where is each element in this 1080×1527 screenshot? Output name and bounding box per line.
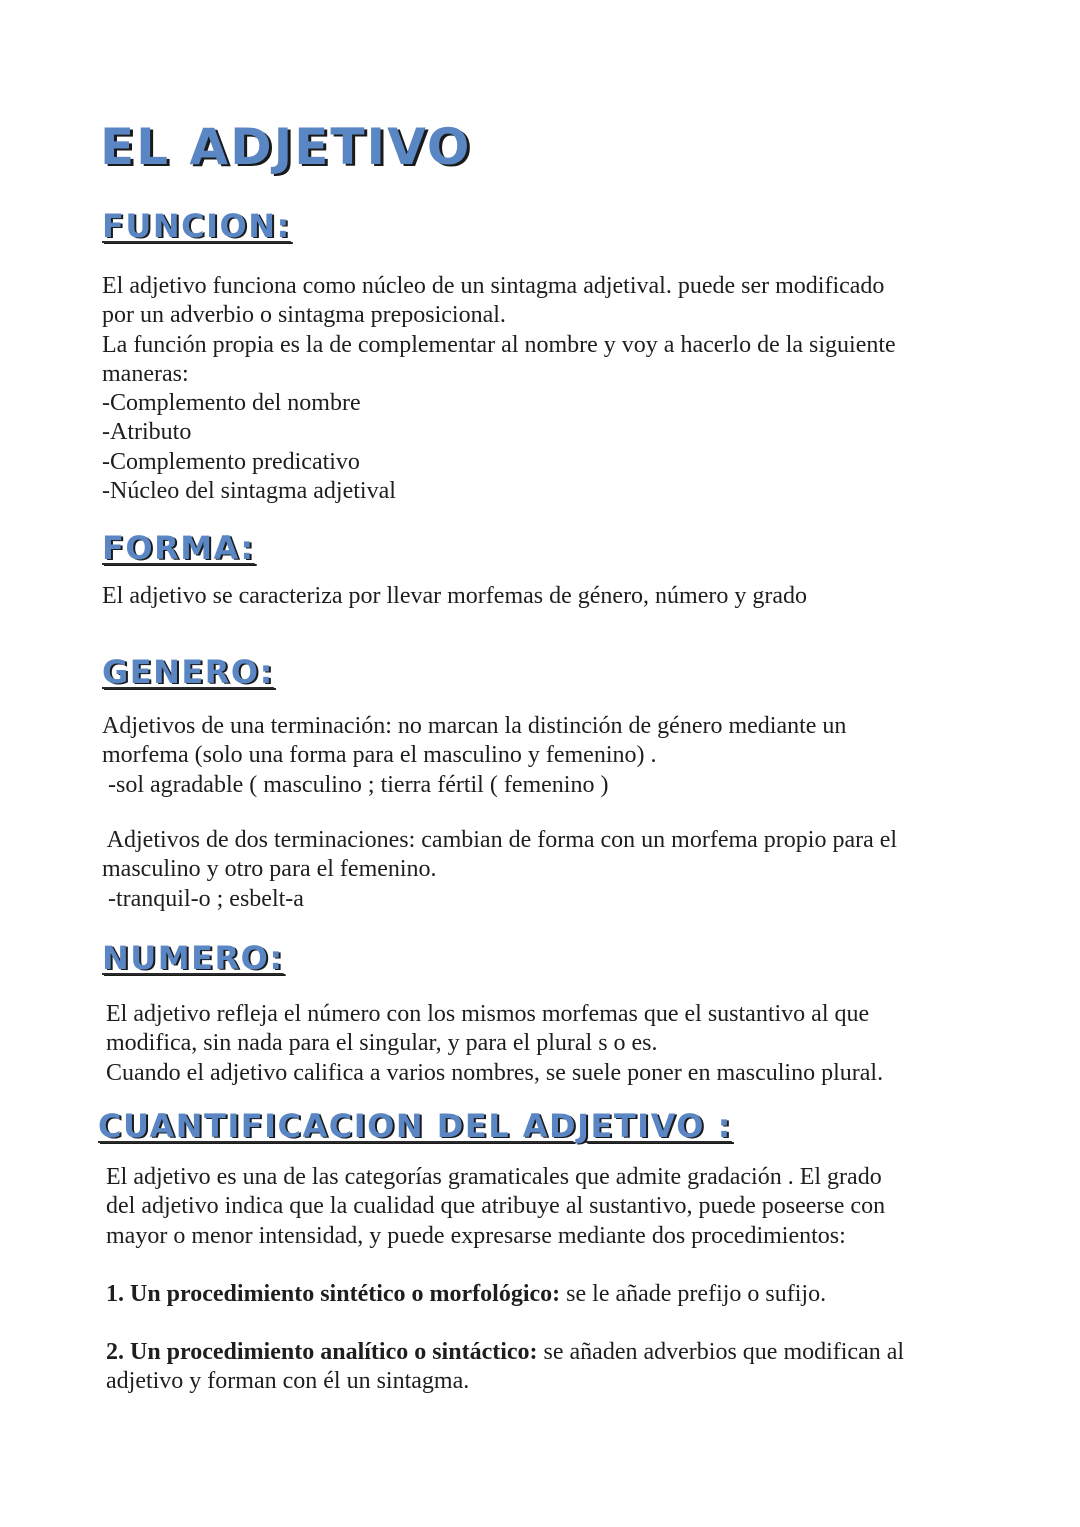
text-line — [106, 1338, 904, 1367]
text-line: Adjetivos de una terminación: no marcan la distinción de género mediante un — [102, 713, 847, 739]
text-line: modifica, sin nada para el singular, y para el plural s o es. — [106, 1030, 658, 1057]
procedure-2-label: 2. Un procedimiento analítico o sintáctico: — [106, 1339, 538, 1365]
text-line: La función propia es la de complementar al nombre y voy a hacerlo de la siguiente — [102, 331, 896, 358]
heading-funcion: FUNCION: — [102, 207, 291, 245]
genero-paragraph-1 — [102, 712, 846, 800]
procedure-item-2 — [106, 1338, 904, 1397]
forma-paragraph — [102, 582, 807, 611]
page-title: EL ADJETIVO — [100, 118, 472, 176]
genero-paragraph-2 — [102, 826, 897, 914]
text-line: El adjetivo se caracteriza por llevar morfemas de género, número y grado — [102, 583, 808, 609]
numero-paragraph — [106, 1000, 883, 1088]
list-item: -Complemento predicativo — [102, 448, 360, 475]
list-item: -Atributo — [102, 419, 192, 446]
text-line: por un adverbio o sintagma preposicional. — [102, 302, 506, 329]
list-item: -Núcleo del sintagma adjetival — [102, 478, 396, 505]
text-line: El adjetivo es una de las categorías gramaticales que admite gradación . El grado — [106, 1164, 882, 1190]
example-line: -tranquil-o ; esbelt-a — [102, 885, 304, 912]
heading-genero: GENERO: — [102, 653, 274, 691]
text-line: Cuando el adjetivo califica a varios nombres, se suele poner en masculino plural. — [106, 1059, 884, 1086]
cuantificacion-paragraph — [106, 1163, 885, 1251]
text-line: Adjetivos de dos terminaciones: cambian de forma con un morfema propio para el — [102, 827, 898, 853]
example-line: -sol agradable ( masculino ; tierra fértil ( femenino ) — [102, 771, 609, 798]
heading-forma: FORMA: — [102, 529, 255, 567]
funcion-paragraph — [102, 272, 896, 506]
text-line: maneras: — [102, 360, 189, 387]
procedure-2-text: se añaden adverbios que modifican al — [537, 1339, 905, 1365]
text-line — [106, 1280, 826, 1309]
text-line: El adjetivo refleja el número con los mismos morfemas que el sustantivo al que — [106, 1001, 870, 1027]
text-line: del adjetivo indica que la cualidad que atribuye al sustantivo, puede poseerse con — [106, 1193, 886, 1220]
text-line: El adjetivo funciona como núcleo de un sintagma adjetival. puede ser modificado — [102, 273, 885, 299]
procedure-1-text: se le añade prefijo o sufijo. — [560, 1281, 827, 1307]
text-line: mayor o menor intensidad, y puede expresarse mediante dos procedimientos: — [106, 1222, 846, 1249]
text-line: masculino y otro para el femenino. — [102, 856, 437, 883]
procedure-1-label: 1. Un procedimiento sintético o morfológico: — [106, 1281, 561, 1307]
heading-numero: NUMERO: — [102, 939, 284, 977]
list-item: -Complemento del nombre — [102, 390, 361, 417]
procedure-item-1 — [106, 1280, 826, 1309]
text-line: morfema (solo una forma para el masculino y femenino) . — [102, 742, 657, 769]
text-line: adjetivo y forman con él un sintagma. — [106, 1368, 470, 1395]
heading-cuantificacion: CUANTIFICACION DEL ADJETIVO : — [98, 1107, 732, 1145]
